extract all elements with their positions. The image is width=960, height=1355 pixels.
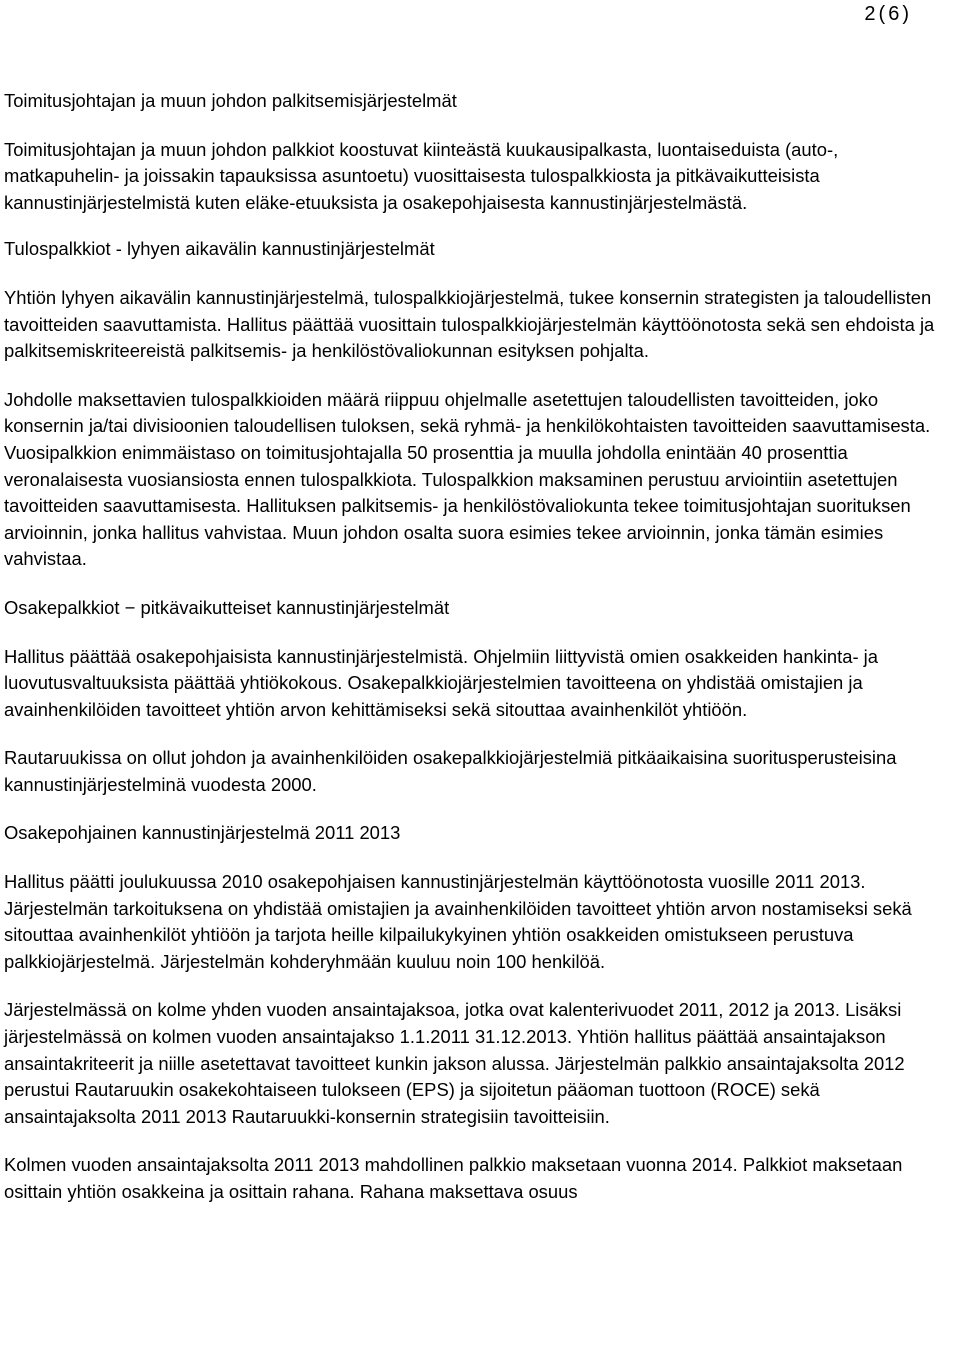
paragraph-scheme-decision: Hallitus päätti joulukuussa 2010 osakepohjaisen kannustinjärjestelmän käyttöönotosta vuosille 2011 2013. Järjestelmän tarkoituksena on yhdistää omistajien ja avainhenkilöiden tavoitteet yhtiön arvon nostamiseksi sekä sitouttaa avainhenkilöt yhtiöön ja tarjota heille kilpailukykyinen yhtiön osakkeiden omistukseen perustuva palkkiojärjestelmä. Järjestelmän kohderyhmään kuuluu noin 100 henkilöä.: [4, 871, 912, 972]
paragraph-rautaruukki-history: Rautaruukissa on ollut johdon ja avainhenkilöiden osakepalkkiojärjestelmiä pitkäaikaisina suoritusperusteisina kannustinjärjestelminä vuodesta 2000.: [4, 747, 897, 795]
paragraph-earning-periods: Järjestelmässä on kolme yhden vuoden ansaintajaksoa, jotka ovat kalenterivuodet 2011, 2012 ja 2013. Lisäksi järjestelmässä on kolmen vuoden ansaintajakso 1.1.2011 31.12.2013. Yhtiön hallitus päättää ansaintajakson ansaintakriteerit ja niille asetettavat tavoitteet kunkin jakson alussa. Järjestelmän palkkio ansaintajaksolta 2012 perustui Rautaruukin osakekohtaiseen tulokseen (EPS) ja sijoitetun pääoman tuottoon (ROCE) sekä ansaintajaksolta 2011 2013 Rautaruukki-konsernin strategisiin tavoitteisiin.: [4, 999, 905, 1127]
page-number: 2(6): [864, 3, 912, 25]
paragraph-share-based-schemes: Hallitus päättää osakepohjaisista kannustinjärjestelmistä. Ohjelmiin liittyvistä omien osakkeiden hankinta- ja luovutusvaltuuksista päättää yhtiökokous. Osakepalkkiojärjestelmien tavoitteena on yhdistää omistajien ja avainhenkilöiden tavoitteet yhtiön arvon kehittämiseksi sekä sitouttaa avainhenkilöt yhtiöön.: [4, 645, 878, 720]
paragraph-bonus-amount: Johdolle maksettavien tulospalkkioiden määrä riippuu ohjelmalle asetettujen taloudellisten tavoitteiden, joko konsernin ja/tai divisioonien taloudellisen tuloksen, sekä ryhmä- ja henkilökohtaisten tavoitteiden saavuttamisesta. Vuosipalkkion enimmäistaso on toimitusjohtajalla 50 prosenttia ja muulla johdolla enintään 40 prosenttia veronalaisesta vuosiansiosta ennen tulospalkkiota. Tulospalkkion maksaminen perustuu arviointiin asetettujen tavoitteiden saavuttamisesta. Hallituksen palkitsemis- ja henkilöstövaliokunta tekee toimitusjohtajan suorituksen arvioinnin, jonka hallitus vahvistaa. Muun johdon osalta suora esimies tekee arvioinnin, jonka tämän esimies vahvistaa.: [4, 388, 931, 570]
section-heading-executive-remuneration: Toimitusjohtajan ja muun johdon palkitsemisjärjestelmät: [4, 90, 457, 111]
paragraph-reward-payment: Kolmen vuoden ansaintajaksolta 2011 2013 mahdollinen palkkio maksetaan vuonna 2014. Palkkiot maksetaan osittain yhtiön osakkeina ja osittain rahana. Rahana maksettava osuus: [4, 1154, 903, 1202]
section-heading-short-term-incentives: Tulospalkkiot - lyhyen aikavälin kannustinjärjestelmät: [4, 238, 435, 260]
paragraph-remuneration-components: Toimitusjohtajan ja muun johdon palkkiot koostuvat kiinteästä kuukausipalkasta, luontaiseduista (auto-, matkapuhelin- ja joissakin tapauksissa asuntoetu) vuosittaisesta tulospalkkiosta ja pitkävaikutteisista kannustinjärjestelmistä kuten eläke-etuuksista ja osakepohjaisesta kannustinjärjestelmästä.: [4, 138, 839, 213]
paragraph-short-term-scheme: Yhtiön lyhyen aikavälin kannustinjärjestelmä, tulospalkkiojärjestelmä, tukee konsernin strategisten ja taloudellisten tavoitteiden saavuttamista. Hallitus päättää vuosittain tulospalkkiojärjestelmän käyttöönotosta sekä sen ehdoista ja palkitsemiskriteereistä palkitsemis- ja henkilöstövaliokunnan esityksen pohjalta.: [4, 286, 935, 362]
section-heading-share-scheme-2011-2013: Osakepohjainen kannustinjärjestelmä 2011 2013: [4, 822, 401, 844]
section-heading-share-rewards: Osakepalkkiot − pitkävaikutteiset kannustinjärjestelmät: [4, 596, 450, 618]
document-body: [4, 88, 954, 1206]
